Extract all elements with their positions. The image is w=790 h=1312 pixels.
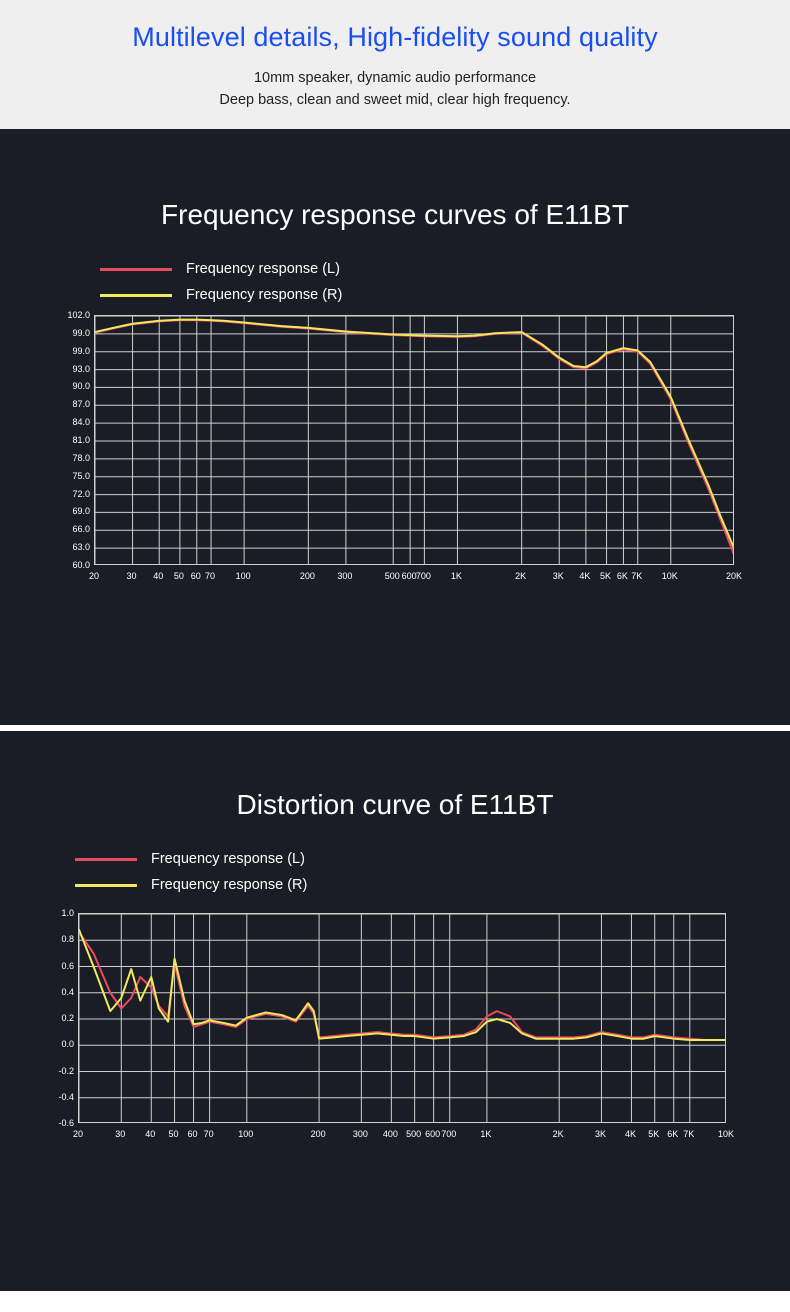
y-tick-label: 69.0 xyxy=(72,506,90,517)
frequency-response-y-axis xyxy=(36,310,90,570)
y-tick-label: 1.0 xyxy=(61,908,74,918)
x-tick-label: 1K xyxy=(480,1129,492,1139)
x-tick-label: 600 xyxy=(401,571,417,581)
legend-item-right xyxy=(75,877,790,893)
x-tick-label: 30 xyxy=(115,1129,126,1139)
y-tick-label: -0.4 xyxy=(58,1091,74,1102)
x-tick-label: 7K xyxy=(631,571,643,581)
x-tick-label: 100 xyxy=(238,1129,254,1139)
y-tick-label: 90.0 xyxy=(72,381,90,392)
x-tick-label: 3K xyxy=(594,1129,606,1139)
legend-line-left-icon xyxy=(75,858,137,861)
y-tick-label: 75.0 xyxy=(72,470,90,481)
x-tick-label: 40 xyxy=(145,1129,156,1139)
distortion-y-axis xyxy=(40,908,74,1128)
x-tick-label: 10K xyxy=(717,1129,735,1139)
x-tick-label: 4K xyxy=(579,571,591,581)
legend-label-right: Frequency response (R) xyxy=(186,287,343,303)
y-tick-label: 0.4 xyxy=(61,986,74,997)
x-tick-label: 500 xyxy=(384,571,400,581)
y-tick-label: 0.8 xyxy=(61,934,74,945)
header-subtitle-line1: 10mm speaker, dynamic audio performance xyxy=(253,70,537,86)
x-tick-label: 300 xyxy=(352,1129,368,1139)
x-tick-label: 200 xyxy=(299,571,315,581)
x-tick-label: 4K xyxy=(624,1129,636,1139)
x-tick-label: 700 xyxy=(441,1129,457,1139)
distortion-x-axis xyxy=(72,1129,735,1143)
y-tick-label: 0.2 xyxy=(61,1013,74,1023)
x-tick-label: 600 xyxy=(425,1129,441,1139)
y-tick-label: 102.0 xyxy=(67,310,90,320)
y-tick-label: 78.0 xyxy=(72,452,90,463)
x-tick-label: 1K xyxy=(450,571,462,581)
x-tick-label: 400 xyxy=(382,1129,398,1139)
x-tick-label: 6K xyxy=(616,571,628,581)
x-tick-label: 20 xyxy=(88,571,100,581)
legend-line-right-icon xyxy=(100,294,172,297)
x-tick-label: 6K xyxy=(667,1129,679,1139)
x-tick-label: 3K xyxy=(552,571,564,581)
legend-item-left xyxy=(75,851,790,867)
frequency-response-panel xyxy=(0,129,790,725)
x-tick-label: 70 xyxy=(205,571,216,581)
y-tick-label: 60.0 xyxy=(72,560,90,570)
y-tick-label: 87.0 xyxy=(72,399,90,410)
header-subtitle-line2: Deep bass, clean and sweet mid, clear high frequency. xyxy=(219,92,571,108)
frequency-response-legend xyxy=(0,261,790,303)
x-tick-label: 70 xyxy=(203,1129,214,1139)
y-tick-label: 63.0 xyxy=(72,542,90,553)
y-tick-label: 72.0 xyxy=(72,488,90,499)
legend-label-left: Frequency response (L) xyxy=(151,851,305,867)
x-tick-label: 500 xyxy=(406,1129,422,1139)
x-tick-label: 200 xyxy=(310,1129,326,1139)
legend-label-left: Frequency response (L) xyxy=(186,261,340,277)
y-tick-label: 0.6 xyxy=(61,960,74,971)
x-tick-label: 50 xyxy=(168,1129,179,1139)
x-tick-label: 50 xyxy=(173,571,184,581)
x-tick-label: 20K xyxy=(725,571,743,581)
distortion-legend xyxy=(0,851,790,893)
distortion-title: Distortion curve of E11BT xyxy=(236,789,554,820)
frequency-response-title: Frequency response curves of E11BT xyxy=(161,199,629,230)
x-tick-label: 5K xyxy=(600,571,612,581)
legend-line-left-icon xyxy=(100,268,172,271)
distortion-plot-area xyxy=(78,913,726,1123)
y-tick-label: 99.0 xyxy=(72,327,90,338)
x-tick-label: 10K xyxy=(661,571,678,581)
legend-item-left xyxy=(100,261,790,277)
legend-line-right-icon xyxy=(75,884,137,887)
header-banner xyxy=(0,0,790,129)
y-tick-label: -0.2 xyxy=(58,1065,74,1076)
y-tick-label: 93.0 xyxy=(72,363,90,374)
page-title: Multilevel details, High-fidelity sound quality xyxy=(132,22,658,52)
x-tick-label: 2K xyxy=(552,1129,564,1139)
x-tick-label: 60 xyxy=(190,571,201,581)
x-tick-label: 100 xyxy=(235,571,251,581)
x-tick-label: 2K xyxy=(515,571,527,581)
x-tick-label: 5K xyxy=(648,1129,660,1139)
y-tick-label: 81.0 xyxy=(72,435,90,445)
frequency-response-chart xyxy=(36,310,756,595)
x-tick-label: 30 xyxy=(126,571,137,581)
y-tick-label: 66.0 xyxy=(72,524,90,535)
distortion-chart xyxy=(40,908,740,1153)
x-tick-label: 700 xyxy=(415,571,431,581)
x-tick-label: 300 xyxy=(337,571,353,581)
y-tick-label: 0.0 xyxy=(61,1039,74,1050)
frequency-response-plot-area xyxy=(94,315,734,565)
x-tick-label: 60 xyxy=(187,1129,198,1139)
frequency-response-x-axis xyxy=(88,571,743,585)
x-tick-label: 20 xyxy=(72,1129,84,1139)
x-tick-label: 40 xyxy=(153,571,164,581)
legend-item-right xyxy=(100,287,790,303)
y-tick-label: 84.0 xyxy=(72,417,90,428)
y-tick-label: -0.6 xyxy=(58,1118,74,1128)
distortion-panel xyxy=(0,731,790,1291)
y-tick-label: 99.0 xyxy=(72,345,90,356)
x-tick-label: 7K xyxy=(683,1129,695,1139)
legend-label-right: Frequency response (R) xyxy=(151,877,308,893)
